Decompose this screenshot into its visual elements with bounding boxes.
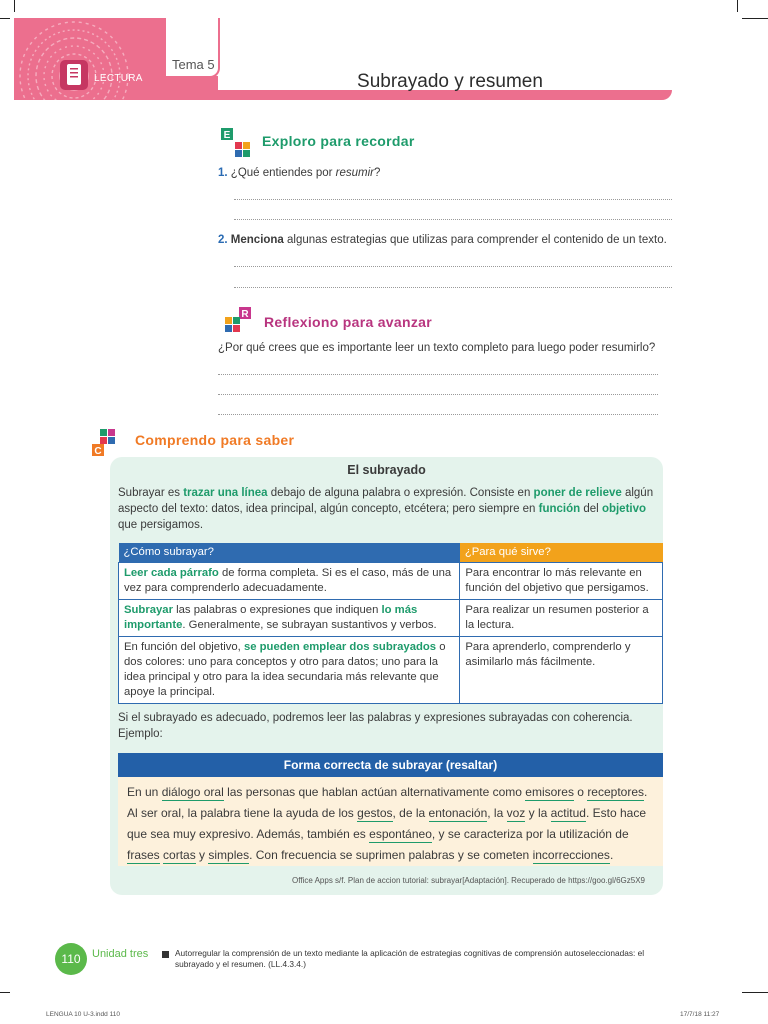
intro-text: debajo de alguna palabra o expresión. Consiste en: [267, 487, 534, 499]
comprendo-icon: [90, 427, 122, 459]
svg-text:C: C: [94, 446, 102, 457]
intro-text: que persigamos.: [118, 519, 204, 531]
underlined-word: espontáneo: [369, 827, 432, 841]
tema-label: Tema 5: [172, 57, 215, 72]
question-number: 2.: [218, 234, 228, 246]
page-number: 110: [55, 943, 87, 975]
question-emphasis: resumir: [335, 167, 374, 179]
example-text: . Esto hace que sea muy expresivo. Además, también es: [127, 806, 647, 841]
cell-highlight: Subrayar: [124, 604, 173, 616]
slug-left: LENGUA 10 U-3.indd 110: [46, 1011, 120, 1018]
table-row: [119, 563, 663, 600]
forma-example: [118, 777, 663, 866]
table-cell: Para realizar un resumen posterior a la lectura.: [460, 600, 663, 637]
answer-line[interactable]: [234, 266, 672, 267]
exploro-icon: [219, 128, 251, 158]
cell-text: En función del objetivo,: [124, 641, 244, 653]
question-1: [218, 167, 380, 179]
cell-text: de forma completa. Si es el caso, más de una vez para comprenderlo adecuadamente.: [124, 567, 452, 594]
underlined-word: emisores: [525, 785, 574, 799]
svg-text:R: R: [241, 309, 249, 320]
intro-text: Subrayar es: [118, 487, 184, 499]
table-header-como: ¿Cómo subrayar?: [119, 543, 460, 563]
crop-mark: [0, 992, 10, 993]
reflexiono-icon: [219, 307, 255, 337]
underlined-word: gestos: [357, 806, 393, 820]
intro-highlight: función: [538, 503, 581, 515]
answer-line[interactable]: [234, 199, 672, 200]
box-title: El subrayado: [347, 463, 426, 477]
underlined-word: diálogo oral: [161, 785, 224, 799]
lectura-label: LECTURA: [94, 73, 143, 84]
example-text: o: [573, 785, 588, 799]
question-text: ¿Qué entiendes por: [230, 167, 336, 179]
example-text: , y se caracteriza por la utilización de: [431, 827, 629, 841]
table-cell: Para aprenderlo, comprenderlo y asimilarlo más fácilmente.: [460, 637, 663, 704]
example-text: . Al ser oral, la palabra tiene la ayuda de los: [127, 785, 648, 820]
example-text: y: [195, 848, 209, 862]
question-number: 1.: [218, 167, 228, 179]
table-cell: [119, 563, 460, 600]
subrayado-table: [118, 543, 663, 704]
intro-text: algún aspecto del texto: datos, idea principal, algún concepto, etcétera; pero siempre en: [118, 487, 654, 515]
intro-highlight: objetivo: [601, 503, 647, 515]
table-row: [119, 637, 663, 704]
underlined-word: simples: [208, 848, 250, 862]
underlined-word: entonación: [428, 806, 488, 820]
cell-text: . Generalmente, se subrayan sustantivos y verbos.: [182, 619, 437, 631]
bullet-square-icon: [162, 951, 169, 958]
example-text: . Con frecuencia se suprimen palabras y se cometen: [249, 848, 533, 862]
question-bold: Menciona: [230, 234, 284, 246]
comprendo-title: Comprendo para saber: [135, 432, 295, 448]
table-cell: [119, 600, 460, 637]
answer-line[interactable]: [218, 394, 658, 395]
underlined-word: incorrecciones: [532, 848, 610, 862]
question-text: ?: [373, 167, 381, 179]
lectura-logo: [16, 18, 166, 100]
underlined-word: receptores: [587, 785, 645, 799]
table-cell: [119, 637, 460, 704]
example-text: .: [609, 848, 614, 862]
footer-objective: Autorregular la comprensión de un texto mediante la aplicación de estrategias cognitivas de comprensión autoseleccionadas: el subrayado y el resumen. (LL.4.3.4.): [175, 948, 645, 969]
underlined-word: cortas: [163, 848, 196, 862]
example-text: , de la: [392, 806, 429, 820]
answer-line[interactable]: [234, 287, 672, 288]
cell-highlight: lo más importante: [124, 604, 418, 631]
crop-mark: [742, 18, 768, 19]
example-text: las personas que hablan actúan alternativamente como: [223, 785, 526, 799]
unit-label: Unidad tres: [92, 948, 149, 960]
intro-highlight: poner de relieve: [533, 487, 622, 499]
cell-highlight: Leer cada párrafo: [124, 567, 219, 579]
intro-highlight: trazar una línea: [183, 487, 268, 499]
question-2: [218, 234, 667, 246]
table-header-para: ¿Para qué sirve?: [460, 543, 663, 563]
crop-mark: [737, 0, 738, 12]
crop-mark: [14, 0, 15, 12]
crop-mark: [742, 992, 768, 993]
underlined-word: actitud: [550, 806, 586, 820]
example-text: En un: [127, 785, 162, 799]
svg-text:E: E: [223, 130, 231, 141]
intro-paragraph: [118, 485, 663, 533]
cell-text: las palabras o expresiones que indiquen: [172, 604, 382, 616]
answer-line[interactable]: [218, 374, 658, 375]
example-text: , la: [487, 806, 507, 820]
answer-line[interactable]: [218, 414, 658, 415]
example-text: y la: [525, 806, 551, 820]
exploro-title: Exploro para recordar: [262, 133, 415, 149]
cell-text: o dos colores: uno para conceptos y otro para datos; uno para la idea principal y otro para la idea secundaria más relevante que apoye la principal.: [124, 641, 446, 698]
crop-mark: [0, 18, 10, 19]
source-citation: Office Apps s/f. Plan de accion tutorial: subrayar[Adaptación]. Recuperado de https://goo.gl/6Gz5X9: [292, 876, 645, 885]
intro-text: del: [580, 503, 602, 515]
table-row: [119, 600, 663, 637]
reflexiono-title: Reflexiono para avanzar: [264, 314, 432, 330]
table-cell: Para encontrar lo más relevante en función del objetivo que persigamos.: [460, 563, 663, 600]
slug-right: 17/7/18 11:27: [680, 1011, 720, 1018]
cell-highlight: se pueden emplear dos subrayados: [243, 641, 437, 653]
underlined-word: frases: [127, 848, 160, 862]
question-text: algunas estrategias que utilizas para comprender el contenido de un texto.: [283, 234, 667, 246]
reflexiono-question: ¿Por qué crees que es importante leer un texto completo para luego poder resumirlo?: [218, 342, 656, 354]
answer-line[interactable]: [234, 219, 672, 220]
forma-title: Forma correcta de subrayar (resaltar): [118, 753, 663, 777]
after-table-text: Si el subrayado es adecuado, podremos leer las palabras y expresiones subrayadas con coherencia. Ejemplo:: [118, 712, 633, 740]
underlined-word: voz: [506, 806, 526, 820]
page-title: Subrayado y resumen: [357, 71, 543, 92]
